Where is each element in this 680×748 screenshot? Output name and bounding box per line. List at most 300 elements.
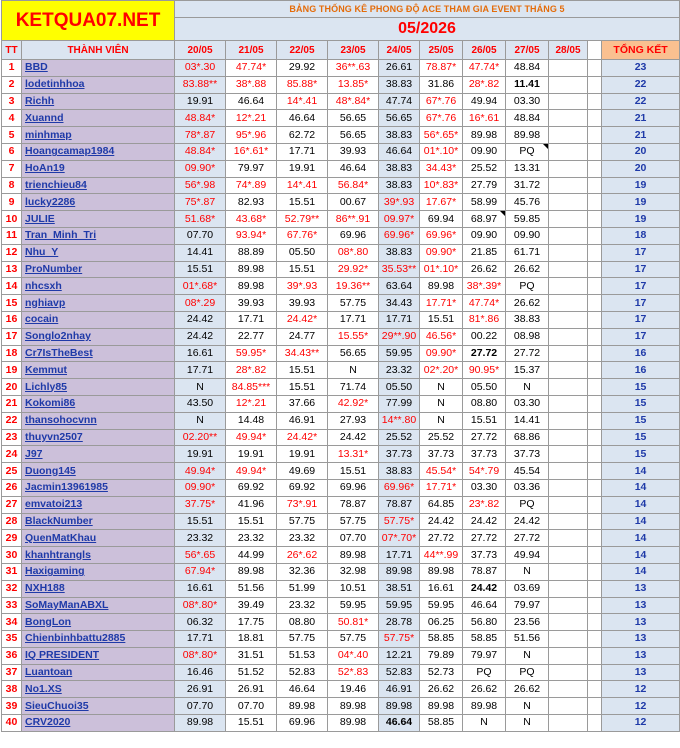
- score-cell: 36**.63: [328, 60, 379, 77]
- score-cell: 44.99: [226, 547, 277, 564]
- score-cell: [549, 681, 588, 698]
- score-cell: 27.93: [328, 412, 379, 429]
- score-cell: 03.30: [506, 93, 549, 110]
- score-cell: N: [463, 715, 506, 732]
- score-cell: N: [506, 379, 549, 396]
- score-cell: 79.97: [506, 597, 549, 614]
- row-number: 12: [2, 244, 22, 261]
- score-cell: 24.77: [277, 328, 328, 345]
- score-cell: 26*.62: [277, 547, 328, 564]
- member-name-link[interactable]: nghiavp: [22, 295, 175, 312]
- score-cell: [549, 580, 588, 597]
- score-cell: 32.98: [328, 563, 379, 580]
- score-cell: 58.85: [420, 715, 463, 732]
- table-row: [2, 513, 680, 530]
- total-cell: 14: [602, 563, 680, 580]
- total-cell: 15: [602, 412, 680, 429]
- score-cell: [549, 143, 588, 160]
- score-cell: 54*.79: [463, 463, 506, 480]
- score-cell: 24.42: [463, 580, 506, 597]
- member-name-link[interactable]: Cr7IsTheBest: [22, 345, 175, 362]
- score-cell: 26.62: [506, 261, 549, 278]
- score-cell: 24.42: [175, 311, 226, 328]
- table-row: [2, 127, 680, 144]
- score-cell: 15.51: [277, 362, 328, 379]
- score-cell: 86**.91: [328, 211, 379, 228]
- score-cell: 69.92: [277, 479, 328, 496]
- score-cell: 38.83: [379, 177, 420, 194]
- member-name-link[interactable]: No1.XS: [22, 681, 175, 698]
- score-cell: PQ: [506, 143, 549, 160]
- table-row: [2, 530, 680, 547]
- member-name-link[interactable]: nhcsxh: [22, 278, 175, 295]
- member-name-link[interactable]: thuyvn2507: [22, 429, 175, 446]
- spacer-cell: [588, 379, 602, 396]
- row-number: 11: [2, 227, 22, 244]
- table-row: [2, 563, 680, 580]
- score-cell: 89.98: [506, 127, 549, 144]
- row-number: 17: [2, 328, 22, 345]
- spacer-cell: [588, 143, 602, 160]
- score-cell: 08*.80*: [175, 597, 226, 614]
- score-cell: 08.98: [506, 328, 549, 345]
- score-cell: 69.96*: [420, 227, 463, 244]
- spacer-cell: [588, 261, 602, 278]
- score-cell: 51.52: [226, 664, 277, 681]
- score-cell: 08*.80*: [175, 647, 226, 664]
- member-name-link[interactable]: cocain: [22, 311, 175, 328]
- spacer-cell: [588, 563, 602, 580]
- date-header: 20/05: [175, 41, 226, 60]
- comment-marker-icon: [543, 144, 548, 149]
- score-cell: 09.90*: [420, 244, 463, 261]
- score-cell: 24.42: [420, 513, 463, 530]
- score-cell: 46.64: [277, 681, 328, 698]
- score-cell: 37.73: [420, 446, 463, 463]
- total-cell: 12: [602, 681, 680, 698]
- score-cell: [549, 647, 588, 664]
- score-cell: 09.90*: [175, 479, 226, 496]
- row-number: 23: [2, 429, 22, 446]
- score-cell: 41.96: [226, 496, 277, 513]
- score-cell: 25.52: [420, 429, 463, 446]
- score-cell: 09.90: [463, 227, 506, 244]
- score-cell: 56.80: [463, 614, 506, 631]
- member-name-link[interactable]: Chienbinhbattu2885: [22, 631, 175, 648]
- member-name-link[interactable]: Duong145: [22, 463, 175, 480]
- row-number: 35: [2, 631, 22, 648]
- score-cell: 17.67*: [420, 194, 463, 211]
- score-cell: 17.71: [277, 143, 328, 160]
- score-cell: 12*.21: [226, 110, 277, 127]
- score-cell: 24.42: [463, 513, 506, 530]
- spacer-cell: [588, 681, 602, 698]
- score-cell: [549, 479, 588, 496]
- spacer-cell: [588, 41, 602, 60]
- score-cell: [549, 160, 588, 177]
- score-cell: 15.55*: [328, 328, 379, 345]
- score-cell: [549, 244, 588, 261]
- date-header: 27/05: [506, 41, 549, 60]
- row-number: 27: [2, 496, 22, 513]
- spacer-cell: [588, 127, 602, 144]
- score-cell: 31.72: [506, 177, 549, 194]
- member-name-link[interactable]: HoAn19: [22, 160, 175, 177]
- score-cell: 49.94*: [226, 429, 277, 446]
- score-cell: 59.95: [379, 345, 420, 362]
- score-cell: 03*.30: [175, 60, 226, 77]
- score-cell: 07*.70*: [379, 530, 420, 547]
- member-name-link[interactable]: Xuannd: [22, 110, 175, 127]
- score-cell: 34.43*: [420, 160, 463, 177]
- table-row: [2, 211, 680, 228]
- total-cell: 17: [602, 311, 680, 328]
- spacer-cell: [588, 244, 602, 261]
- score-cell: 27.79: [463, 177, 506, 194]
- score-cell: 45.54*: [420, 463, 463, 480]
- total-header: TỔNG KẾT: [602, 41, 680, 60]
- table-row: [2, 580, 680, 597]
- score-cell: 73*.91: [277, 496, 328, 513]
- score-cell: 15.51: [277, 261, 328, 278]
- score-cell: 07.70: [175, 227, 226, 244]
- total-cell: 22: [602, 76, 680, 93]
- score-cell: 51.99: [277, 580, 328, 597]
- spacer-cell: [588, 412, 602, 429]
- total-cell: 18: [602, 227, 680, 244]
- member-header: THÀNH VIÊN: [22, 41, 175, 60]
- spacer-cell: [588, 395, 602, 412]
- table-row: [2, 110, 680, 127]
- score-cell: 15.51: [328, 463, 379, 480]
- member-name-link[interactable]: minhmap: [22, 127, 175, 144]
- score-cell: 47.74*: [226, 60, 277, 77]
- spacer-cell: [588, 328, 602, 345]
- score-cell: 19.91: [226, 446, 277, 463]
- spacer-cell: [588, 496, 602, 513]
- score-cell: 56.65: [328, 345, 379, 362]
- score-cell: 16.61: [175, 345, 226, 362]
- score-cell: 51.56: [506, 631, 549, 648]
- score-cell: 58.85: [463, 631, 506, 648]
- table-row: [2, 664, 680, 681]
- score-cell: 10*.83*: [420, 177, 463, 194]
- score-cell: 39.93: [277, 295, 328, 312]
- score-cell: 48.84: [506, 60, 549, 77]
- score-cell: 14*.41: [277, 177, 328, 194]
- date-header: 25/05: [420, 41, 463, 60]
- score-cell: [549, 194, 588, 211]
- score-cell: 08*.80: [328, 244, 379, 261]
- row-number: 40: [2, 715, 22, 732]
- member-name-link[interactable]: JULIE: [22, 211, 175, 228]
- row-number: 5: [2, 127, 22, 144]
- score-cell: 89.98: [226, 261, 277, 278]
- score-cell: [549, 127, 588, 144]
- member-name-link[interactable]: J97: [22, 446, 175, 463]
- row-number: 8: [2, 177, 22, 194]
- member-name-link[interactable]: lucky2286: [22, 194, 175, 211]
- score-cell: 89.98: [379, 563, 420, 580]
- score-cell: 93.94*: [226, 227, 277, 244]
- score-cell: 15.51: [420, 311, 463, 328]
- score-cell: 46.64: [277, 110, 328, 127]
- score-cell: N: [506, 563, 549, 580]
- member-name-link[interactable]: ProNumber: [22, 261, 175, 278]
- member-name-link[interactable]: SieuChuoi35: [22, 698, 175, 715]
- tt-header: TT: [2, 41, 22, 60]
- score-cell: 46.56*: [420, 328, 463, 345]
- member-name-link[interactable]: BlackNumber: [22, 513, 175, 530]
- member-name-link[interactable]: CRV2020: [22, 715, 175, 732]
- member-name-link[interactable]: Hoangcamap1984: [22, 143, 175, 160]
- member-name-link[interactable]: Jacmin13961985: [22, 479, 175, 496]
- table-row: [2, 496, 680, 513]
- score-cell: 37.66: [277, 395, 328, 412]
- score-cell: 42.92*: [328, 395, 379, 412]
- score-cell: PQ: [463, 664, 506, 681]
- score-cell: 79.89: [420, 647, 463, 664]
- row-number: 18: [2, 345, 22, 362]
- table-row: [2, 479, 680, 496]
- score-cell: 34.43**: [277, 345, 328, 362]
- table-row: [2, 311, 680, 328]
- score-cell: 00.67: [328, 194, 379, 211]
- score-cell: 52.83: [379, 664, 420, 681]
- total-cell: 14: [602, 496, 680, 513]
- score-cell: 78*.87: [175, 127, 226, 144]
- spacer-cell: [588, 664, 602, 681]
- score-cell: 17.71: [175, 631, 226, 648]
- score-cell: 39*.93: [277, 278, 328, 295]
- row-number: 2: [2, 76, 22, 93]
- member-name-link[interactable]: Kokomi86: [22, 395, 175, 412]
- score-cell: 21.85: [463, 244, 506, 261]
- score-cell: [549, 429, 588, 446]
- total-cell: 15: [602, 429, 680, 446]
- score-cell: 26.62: [463, 681, 506, 698]
- score-cell: 10.51: [328, 580, 379, 597]
- member-name-link[interactable]: thansohocvnn: [22, 412, 175, 429]
- row-number: 6: [2, 143, 22, 160]
- score-cell: 61.71: [506, 244, 549, 261]
- score-cell: 75*.87: [175, 194, 226, 211]
- member-name-link[interactable]: QuenMatKhau: [22, 530, 175, 547]
- row-number: 26: [2, 479, 22, 496]
- score-cell: 17.71: [328, 311, 379, 328]
- score-cell: 26.62: [506, 681, 549, 698]
- member-name-link[interactable]: Haxigaming: [22, 563, 175, 580]
- spacer-cell: [588, 227, 602, 244]
- score-cell: 52.83: [277, 664, 328, 681]
- score-cell: 28*.82: [226, 362, 277, 379]
- total-cell: 21: [602, 110, 680, 127]
- score-cell: 48.84*: [175, 110, 226, 127]
- score-cell: 89.98: [379, 698, 420, 715]
- member-name-link[interactable]: Luantoan: [22, 664, 175, 681]
- score-cell: 82.93: [226, 194, 277, 211]
- score-cell: [549, 715, 588, 732]
- score-cell: 89.98: [420, 698, 463, 715]
- row-number: 31: [2, 563, 22, 580]
- table-row: [2, 177, 680, 194]
- score-cell: 35.53**: [379, 261, 420, 278]
- score-cell: 12.21: [379, 647, 420, 664]
- spacer-cell: [588, 530, 602, 547]
- member-name-link[interactable]: BongLon: [22, 614, 175, 631]
- spacer-cell: [588, 715, 602, 732]
- score-cell: 07.70: [175, 698, 226, 715]
- table-row: [2, 547, 680, 564]
- score-cell: 05.50: [277, 244, 328, 261]
- score-cell: 15.51: [277, 379, 328, 396]
- score-cell: [549, 412, 588, 429]
- score-cell: [549, 177, 588, 194]
- score-cell: 57.75*: [379, 631, 420, 648]
- score-cell: 23.32: [277, 597, 328, 614]
- row-number: 24: [2, 446, 22, 463]
- score-cell: 25.52: [379, 429, 420, 446]
- total-cell: 17: [602, 244, 680, 261]
- member-name-link[interactable]: Tran_Minh_Tri: [22, 227, 175, 244]
- score-cell: 19.46: [328, 681, 379, 698]
- table-row: [2, 446, 680, 463]
- score-cell: 38.51: [379, 580, 420, 597]
- score-cell: 23.32: [277, 530, 328, 547]
- score-cell: 17.71: [226, 311, 277, 328]
- score-cell: 17.71*: [420, 479, 463, 496]
- score-cell: PQ: [506, 496, 549, 513]
- score-cell: 19.91: [175, 446, 226, 463]
- member-name-link[interactable]: emvatoi213: [22, 496, 175, 513]
- score-cell: 90.95*: [463, 362, 506, 379]
- score-cell: [549, 446, 588, 463]
- score-cell: 26.62: [506, 295, 549, 312]
- total-cell: 19: [602, 177, 680, 194]
- member-name-link[interactable]: Lichly85: [22, 379, 175, 396]
- row-number: 32: [2, 580, 22, 597]
- score-cell: [549, 547, 588, 564]
- member-name-link[interactable]: Richh: [22, 93, 175, 110]
- spacer-cell: [588, 160, 602, 177]
- score-cell: [549, 76, 588, 93]
- score-cell: 26.62: [420, 681, 463, 698]
- total-cell: 17: [602, 278, 680, 295]
- total-cell: 14: [602, 479, 680, 496]
- score-cell: 58.99: [463, 194, 506, 211]
- score-cell: 22.77: [226, 328, 277, 345]
- score-cell: 14**.80: [379, 412, 420, 429]
- score-cell: 46.91: [379, 681, 420, 698]
- score-cell: 89.98: [277, 698, 328, 715]
- spacer-cell: [588, 580, 602, 597]
- member-name-link[interactable]: Songlo2nhay: [22, 328, 175, 345]
- member-name-link[interactable]: IQ PRESIDENT: [22, 647, 175, 664]
- score-cell: 12*.21: [226, 395, 277, 412]
- score-cell: 95*.96: [226, 127, 277, 144]
- score-cell: 37.73: [379, 446, 420, 463]
- score-cell: [549, 345, 588, 362]
- score-cell: 16*.61*: [226, 143, 277, 160]
- table-row: [2, 698, 680, 715]
- member-name-link[interactable]: SoMayManABXL: [22, 597, 175, 614]
- score-cell: 16.46: [175, 664, 226, 681]
- total-cell: 17: [602, 295, 680, 312]
- score-cell: 38.83: [379, 160, 420, 177]
- score-cell: 08*.29: [175, 295, 226, 312]
- spacer-cell: [588, 479, 602, 496]
- row-number: 30: [2, 547, 22, 564]
- score-cell: 89.98: [420, 563, 463, 580]
- score-cell: 68.86: [506, 429, 549, 446]
- score-cell: 17.71*: [420, 295, 463, 312]
- score-cell: 78.87: [463, 563, 506, 580]
- score-cell: [549, 110, 588, 127]
- member-name-link[interactable]: trienchieu84: [22, 177, 175, 194]
- table-row: [2, 227, 680, 244]
- score-cell: 68.97: [463, 211, 506, 228]
- total-cell: 14: [602, 463, 680, 480]
- score-cell: [549, 93, 588, 110]
- score-cell: [549, 530, 588, 547]
- score-cell: [549, 278, 588, 295]
- date-header: 24/05: [379, 41, 420, 60]
- score-cell: 27.72: [420, 530, 463, 547]
- score-cell: 52.73: [420, 664, 463, 681]
- score-cell: 17.75: [226, 614, 277, 631]
- member-name-link[interactable]: BBD: [22, 60, 175, 77]
- table-row: [2, 362, 680, 379]
- member-rows: [2, 60, 680, 732]
- score-cell: N: [175, 379, 226, 396]
- spacer-cell: [588, 93, 602, 110]
- total-cell: 15: [602, 395, 680, 412]
- table-row: [2, 194, 680, 211]
- score-cell: 37.73: [463, 446, 506, 463]
- score-cell: 38.83: [379, 463, 420, 480]
- score-cell: 67*.76: [420, 93, 463, 110]
- score-cell: 26.62: [463, 261, 506, 278]
- score-cell: 46.64: [463, 597, 506, 614]
- member-name-link[interactable]: khanhtrangls: [22, 547, 175, 564]
- table-row: [2, 412, 680, 429]
- total-cell: 22: [602, 93, 680, 110]
- score-cell: 69.96: [328, 479, 379, 496]
- score-cell: [549, 631, 588, 648]
- score-cell: 18.81: [226, 631, 277, 648]
- score-cell: 56*.65*: [420, 127, 463, 144]
- score-cell: 51.56: [226, 580, 277, 597]
- spacer-cell: [588, 362, 602, 379]
- score-cell: 64.85: [420, 496, 463, 513]
- score-cell: [549, 496, 588, 513]
- score-cell: 29**.90: [379, 328, 420, 345]
- score-cell: 09.90*: [175, 160, 226, 177]
- member-name-link[interactable]: Nhu_Y: [22, 244, 175, 261]
- score-cell: [549, 379, 588, 396]
- score-cell: 50.81*: [328, 614, 379, 631]
- member-name-link[interactable]: Kemmut: [22, 362, 175, 379]
- total-cell: 17: [602, 328, 680, 345]
- score-cell: 79.97: [463, 647, 506, 664]
- spacer-cell: [588, 194, 602, 211]
- member-name-link[interactable]: lodetinhhoa: [22, 76, 175, 93]
- member-name-link[interactable]: NXH188: [22, 580, 175, 597]
- score-cell: 39.93: [328, 143, 379, 160]
- score-cell: 57.75: [277, 513, 328, 530]
- score-cell: N: [175, 412, 226, 429]
- score-cell: 49.94: [506, 547, 549, 564]
